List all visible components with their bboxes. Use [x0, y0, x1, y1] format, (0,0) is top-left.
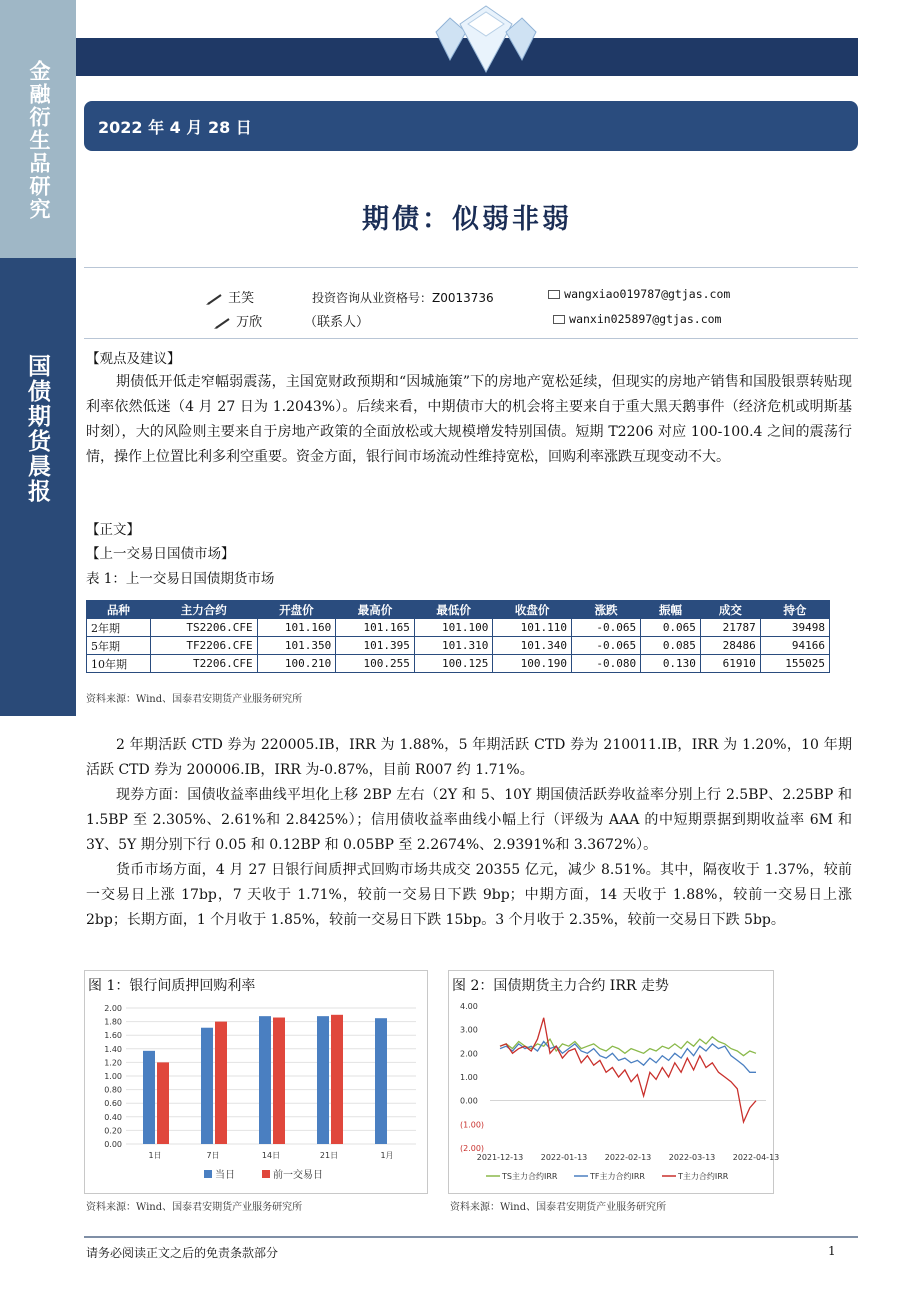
column-header: 涨跌: [571, 601, 640, 619]
y-tick-label: 0.20: [104, 1126, 122, 1136]
x-tick-label: 2022-03-13: [668, 1153, 716, 1162]
table-cell: 101.395: [336, 637, 415, 655]
author-1: [206, 287, 254, 306]
table-cell: TS2206.CFE: [150, 619, 257, 637]
y-tick-label: 1.60: [104, 1031, 122, 1041]
bar: [143, 1051, 155, 1144]
repo-rate-bar-chart: [86, 998, 426, 1190]
bar: [215, 1022, 227, 1144]
column-header: 最高价: [336, 601, 415, 619]
left-sidebar: [0, 0, 76, 1303]
column-header: 收盘价: [493, 601, 572, 619]
column-header: 振幅: [641, 601, 701, 619]
irr-line-chart: [450, 998, 780, 1190]
y-tick-label: 0.00: [460, 1096, 478, 1106]
author-1-qualification: 投资咨询从业资格号：Z0013736: [312, 291, 494, 305]
table-cell: 5年期: [87, 637, 151, 655]
futures-table: [86, 600, 830, 673]
author-2-qualification: （联系人）: [304, 315, 370, 330]
body-heading: 【正文】: [86, 522, 140, 538]
category-label: 金融衍生品研究: [27, 60, 51, 221]
legend-swatch: [204, 1170, 212, 1178]
table-cell: 0.130: [641, 655, 701, 673]
y-tick-label: 0.40: [104, 1112, 122, 1122]
table-cell: 101.100: [414, 619, 493, 637]
paragraph-money-market: 货币市场方面，4 月 27 日银行间质押式回购市场共成交 20355 亿元，减少 8.51%。其中，隔夜收于 1.37%，较前一交易日上涨 17bp，7 天收于 1.71%，较前一交易日下跌 9bp；中期方面，14 天收于 1.88%，较前一交易日上涨 2bp；长期方面，1 个月收于 1.85%，较前一交易日下跌 15bp。3 个月收于 2.35%，较前一交易日下跌 5bp。: [86, 862, 852, 928]
y-tick-label: 1.00: [104, 1072, 122, 1081]
table-cell: 100.255: [336, 655, 415, 673]
footer-divider: [84, 1236, 858, 1238]
legend-label: TS主力合约IRR: [502, 1172, 558, 1181]
y-tick-label: 0.80: [104, 1085, 122, 1095]
figure-2-source: 资料来源：Wind、国泰君安期货产业服务研究所: [450, 1202, 667, 1213]
y-tick-label: 2.00: [104, 1004, 122, 1013]
paragraph-ctd: 2 年期活跃 CTD 券为 220005.IB，IRR 为 1.88%，5 年期活跃 CTD 券为 210011.IB，IRR 为 1.20%，10 年期活跃 CTD 券为 200006.IB，IRR 为-0.87%，目前 R007 约 1.71%。: [86, 737, 852, 778]
x-tick-label: 14日: [261, 1151, 281, 1160]
table-source: 资料来源：Wind、国泰君安期货产业服务研究所: [86, 694, 303, 705]
table-cell: 94166: [760, 637, 829, 655]
report-date: 2022 年 4 月 28 日: [98, 118, 252, 137]
table-cell: -0.065: [571, 637, 640, 655]
y-tick-label: (1.00): [460, 1120, 485, 1130]
author-name: 万欣: [236, 315, 263, 330]
table-cell: -0.080: [571, 655, 640, 673]
table-title: 表 1：上一交易日国债期货市场: [86, 571, 275, 587]
legend-label: 前一交易日: [273, 1170, 323, 1181]
author-2: [214, 311, 262, 330]
author-1-email-row: [548, 287, 730, 302]
table-cell: 101.165: [336, 619, 415, 637]
column-header: 主力合约: [150, 601, 257, 619]
table-cell: 155025: [760, 655, 829, 673]
legend-label: TF主力合约IRR: [590, 1172, 645, 1181]
x-tick-label: 1日: [148, 1151, 162, 1160]
series-line: [500, 1018, 756, 1122]
bar: [273, 1018, 285, 1144]
title-divider: [84, 267, 858, 268]
x-tick-label: 7日: [206, 1151, 220, 1160]
bar: [201, 1028, 213, 1144]
x-tick-label: 2021-12-13: [476, 1153, 524, 1162]
series-line: [500, 1037, 756, 1056]
bar: [157, 1062, 169, 1144]
bar: [259, 1016, 271, 1144]
column-header: 最低价: [414, 601, 493, 619]
y-tick-label: 0.60: [104, 1099, 122, 1109]
category-band: [0, 0, 76, 258]
figure-1-title: 图 1：银行间质押回购利率: [88, 978, 256, 994]
table-cell: TF2206.CFE: [150, 637, 257, 655]
diamond-logo-icon: [416, 2, 556, 84]
y-tick-label: (2.00): [460, 1144, 485, 1153]
x-tick-label: 2022-01-13: [540, 1153, 588, 1162]
table-cell: 101.350: [257, 637, 336, 655]
y-tick-label: 1.40: [104, 1044, 122, 1054]
view-text: 期债低开低走窄幅弱震荡，主国宽财政预期和“因城施策”下的房地产宽松延续，但现实的房地产销售和国股银票转贴现利率依然低迷（4 月 27 日为 1.2043%）。后续来看，中期债市大的机会将主要来自于重大黑天鹅事件（经济危机或明斯基时刻），大的风险则主要来自于房地产政策的全面放松或大规模增发特别国债。短期 T2206 对应 100-100.4 之间的震荡行情，操作上位置比利多利空重要。资金方面，银行间市场流动性维持宽松，回购利率涨跌互现变动不大。: [86, 374, 852, 465]
column-header: 品种: [87, 601, 151, 619]
disclaimer-note: 请务必阅读正文之后的免责条款部分: [86, 1246, 279, 1260]
y-tick-label: 0.00: [104, 1140, 122, 1149]
table-cell: 101.310: [414, 637, 493, 655]
table-cell: 0.085: [641, 637, 701, 655]
bar: [317, 1016, 329, 1144]
figure-1-source: 资料来源：Wind、国泰君安期货产业服务研究所: [86, 1202, 303, 1213]
legend-label: 当日: [215, 1170, 235, 1181]
y-tick-label: 1.00: [460, 1073, 478, 1082]
table-cell: 100.210: [257, 655, 336, 673]
y-tick-label: 4.00: [460, 1002, 478, 1011]
table-row: [87, 655, 830, 673]
pen-icon: [214, 317, 232, 329]
page-number: 1: [828, 1244, 836, 1258]
column-header: 持仓: [760, 601, 829, 619]
series-label: 国债期货晨报: [24, 354, 50, 504]
y-tick-label: 1.80: [104, 1017, 122, 1027]
author-2-email-row: [553, 312, 721, 327]
y-tick-label: 2.00: [460, 1049, 478, 1059]
mail-icon: [548, 290, 560, 299]
series-band: [0, 258, 76, 716]
paragraph-bonds: 现券方面：国债收益率曲线平坦化上移 2BP 左右（2Y 和 5、10Y 期国债活跃券收益率分别上行 2.5BP、2.25BP 和 1.5BP 至 2.305%、2.61%和 2.8425%）；信用债收益率曲线小幅上行（评级为 AAA 的中短期票据到期收益率 6M 和 3Y、5Y 期分别下行 0.05 和 0.12BP 和 0.05BP 至 2.2674%、2.9391%和 3.3672%）。: [86, 787, 852, 853]
figure-2-title: 图 2：国债期货主力合约 IRR 走势: [452, 978, 669, 994]
table-header-row: [87, 601, 830, 619]
table-cell: 101.160: [257, 619, 336, 637]
series-line: [500, 1042, 756, 1073]
table-row: [87, 637, 830, 655]
table-cell: 0.065: [641, 619, 701, 637]
table-cell: 101.340: [493, 637, 572, 655]
x-tick-label: 21日: [319, 1151, 339, 1160]
author-email[interactable]: wanxin025897@gtjas.com: [569, 312, 722, 326]
table-cell: 100.190: [493, 655, 572, 673]
table-cell: 61910: [700, 655, 760, 673]
table-cell: 101.110: [493, 619, 572, 637]
report-title: 期债：似弱非弱: [362, 204, 572, 235]
legend-label: T主力合约IRR: [678, 1172, 729, 1181]
bar: [375, 1018, 387, 1144]
x-tick-label: 1月: [380, 1151, 394, 1160]
y-tick-label: 3.00: [460, 1025, 478, 1035]
table-cell: 2年期: [87, 619, 151, 637]
x-tick-label: 2022-04-13: [732, 1153, 780, 1162]
table-cell: T2206.CFE: [150, 655, 257, 673]
market-subheading: 【上一交易日国债市场】: [86, 546, 235, 562]
mail-icon: [553, 315, 565, 324]
table-cell: 100.125: [414, 655, 493, 673]
table-cell: 28486: [700, 637, 760, 655]
y-tick-label: 1.20: [104, 1058, 122, 1068]
table-cell: -0.065: [571, 619, 640, 637]
table-row: [87, 619, 830, 637]
table-cell: 10年期: [87, 655, 151, 673]
column-header: 成交: [700, 601, 760, 619]
bar: [331, 1015, 343, 1144]
author-name: 王笑: [228, 291, 255, 306]
column-header: 开盘价: [257, 601, 336, 619]
date-banner: [84, 101, 858, 151]
x-tick-label: 2022-02-13: [604, 1153, 652, 1162]
author-divider: [84, 338, 858, 339]
legend-swatch: [262, 1170, 270, 1178]
table-cell: 21787: [700, 619, 760, 637]
view-heading: 【观点及建议】: [86, 351, 181, 367]
author-email[interactable]: wangxiao019787@gtjas.com: [564, 287, 731, 301]
table-cell: 39498: [760, 619, 829, 637]
pen-icon: [206, 293, 224, 305]
